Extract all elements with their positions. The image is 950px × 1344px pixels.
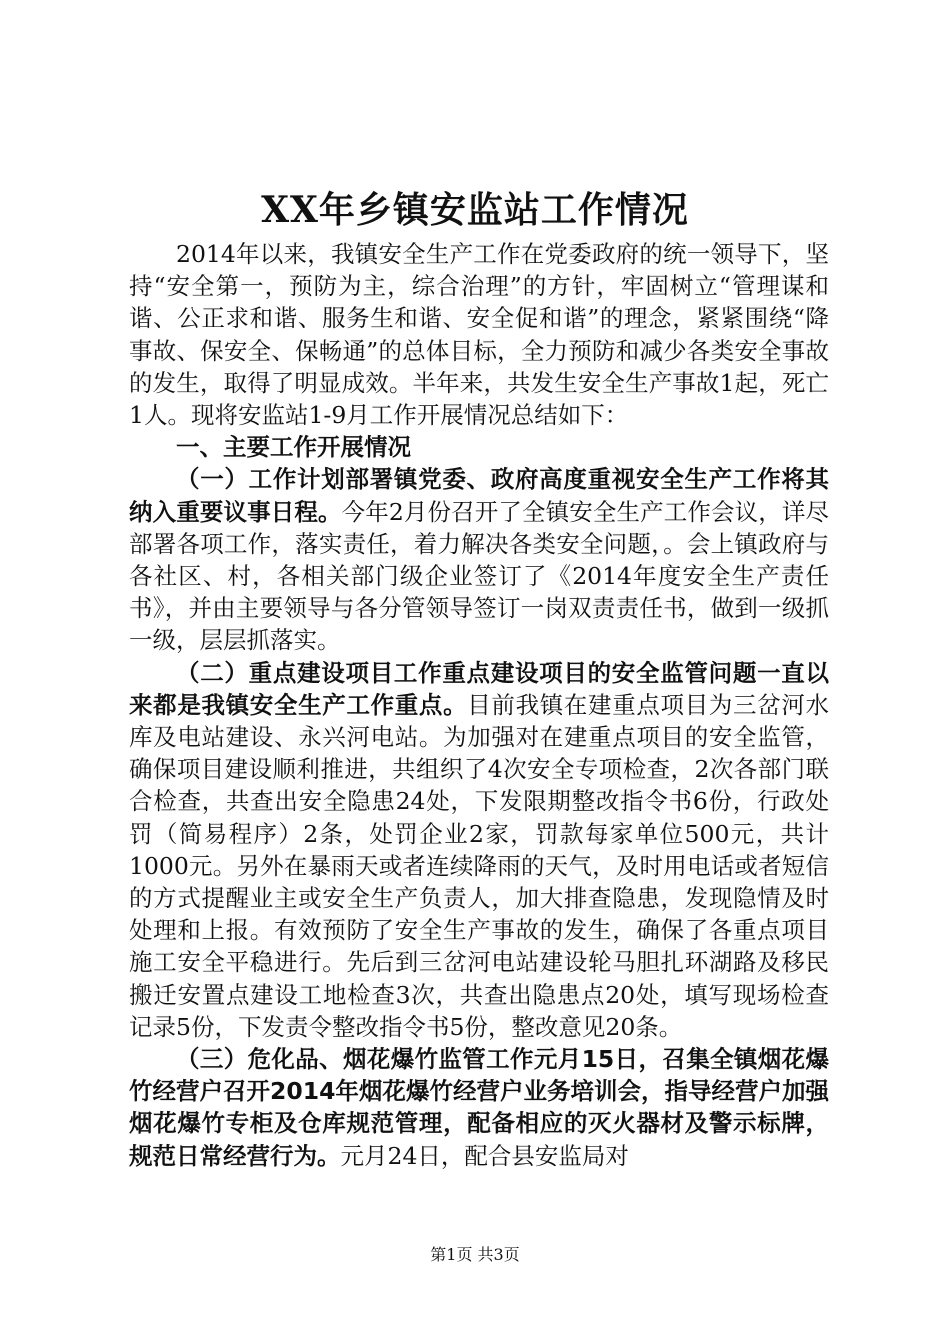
item-3-text: 元月24日，配合县安监局对 xyxy=(340,1141,629,1170)
item-2-lead: （二）重点建设项目工作重点建设项目的安全监管问题一直以来都是我镇安全生产工作重点。 xyxy=(129,658,829,719)
item-1-paragraph xyxy=(129,463,829,656)
item-2-text: 目前我镇在建重点项目为三岔河水库及电站建设、永兴河电站。为加强对在建重点项目的安全监管，确保项目建设顺利推进，共组织了4次安全专项检查，2次各部门联合检查，共查出安全隐患24处，下发限期整改指令书6份，行政处罚（简易程序）2条，处罚企业2家，罚款每家单位500元，共计1000元。另外在暴雨天或者连续降雨的天气，及时用电话或者短信的方式提醒业主或安全生产负责人，加大排查隐患，发现隐情及时处理和上报。有效预防了安全生产事故的发生，确保了各重点项目施工安全平稳进行。先后到三岔河电站建设轮马胆扎环湖路及移民搬迁安置点建设工地检查3次，共查出隐患点20处，填写现场检查记录5份，下发责令整改指令书5份，整改意见20条。 xyxy=(129,690,829,1041)
item-1-lead: （一）工作计划部署镇党委、政府高度重视安全生产工作将其纳入重要议事日程。 xyxy=(129,465,829,526)
item-2-paragraph xyxy=(129,657,829,1043)
item-3-lead: （三）危化品、烟花爆竹监管工作元月15日，召集全镇烟花爆竹经营户召开2014年烟花爆竹经营户业务培训会，指导经营户加强烟花爆竹专柜及仓库规范管理，配备相应的灭火器材及警示标牌，规范日常经营行为。 xyxy=(129,1045,829,1170)
page-footer: 第1页 共3页 xyxy=(430,1245,520,1264)
item-1-text: 今年2月份召开了全镇安全生产工作会议，详尽部署各项工作，落实责任，着力解决各类安全问题，。会上镇政府与各社区、村，各相关部门级企业签订了《2014年度安全生产责任书》，并由主要领导与各分管领导签订一岗双责责任书，做到一级抓一级，层层抓落实。 xyxy=(129,497,830,655)
intro-paragraph: 2014年以来，我镇安全生产工作在党委政府的统一领导下，坚持“安全第一，预防为主，综合治理”的方针，牢固树立“管理谋和谐、公正求和谐、服务生和谐、安全促和谐”的理念，紧紧围绕“降事故、保安全、保畅通”的总体目标，全力预防和减少各类安全事故的发生，取得了明显成效。半年来，共发生安全生产事故1起，死亡1人。现将安监站1-9月工作开展情况总结如下： xyxy=(129,240,829,430)
item-3-paragraph xyxy=(129,1043,829,1172)
section-heading: 一、主要工作开展情况 xyxy=(176,433,411,462)
document-body xyxy=(129,238,829,1172)
page-title: XX年乡镇安监站工作情况 xyxy=(261,189,689,231)
